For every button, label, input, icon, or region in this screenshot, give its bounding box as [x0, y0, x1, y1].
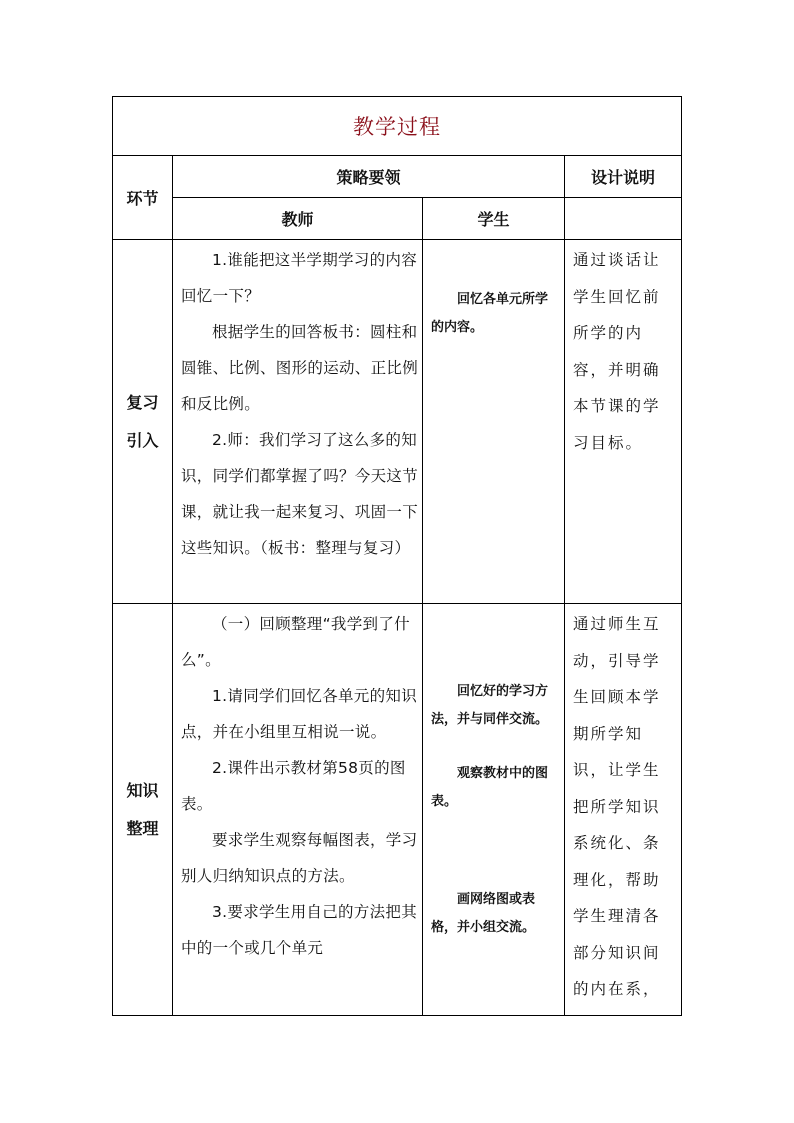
teacher-paragraph: （一）回顾整理“我学到了什么”。 [181, 615, 410, 669]
header-strategy: 策略要领 [173, 156, 565, 198]
title-cell [113, 97, 682, 156]
stage-label: 知识 [126, 780, 159, 800]
teaching-process-table [112, 96, 682, 1016]
teacher-paragraph: 2.师：我们学习了这么多的知识，同学们都掌握了吗？今天这节课，就让我一起来复习、巩固一下这些知识。（板书：整理与复习） [181, 431, 419, 557]
design-text: 把所学知识系统化、条理化，帮助学生理清各部分知识间的内在系， [573, 797, 661, 998]
design-cell [565, 604, 682, 1016]
header-stage: 环节 [113, 156, 173, 240]
teacher-paragraph: 3.要求学生用自己的方法把其中的一个或几个单元 [181, 903, 417, 957]
student-paragraph: 观察教材中的图表。 [431, 766, 549, 809]
design-cell [565, 240, 682, 604]
teacher-paragraph: 根据学生的回答板书：圆柱和圆锥、比例、图形的运动、正比例和反比例。 [181, 323, 419, 413]
teacher-paragraph: 要求学生观察每幅图表，学习别人归纳知识点的方法。 [181, 831, 418, 885]
design-text: 通过谈话让学生回忆前所学的内容，并明确本节课的学习目标。 [573, 251, 661, 452]
teacher-paragraph: 1.谁能把这半学期学习的内容回忆一下？ [181, 251, 417, 305]
header-teacher: 教师 [173, 198, 423, 240]
teacher-paragraph: 1.请同学们回忆各单元的知识点，并在小组里互相说一说。 [181, 687, 417, 741]
page-title: 教学过程 [353, 115, 441, 139]
teacher-paragraph: 2.课件出示教材第58页的图表。 [181, 759, 406, 813]
stage-cell [113, 604, 173, 1016]
teacher-cell [173, 604, 423, 1016]
table-row [113, 604, 682, 1016]
header-empty-cell [565, 198, 682, 240]
student-cell [423, 604, 565, 1016]
stage-label: 整理 [126, 818, 159, 838]
stage-label: 复习 [126, 392, 159, 412]
student-cell [423, 240, 565, 604]
student-paragraph: 回忆好的学习方法，并与同伴交流。 [431, 684, 549, 727]
student-paragraph: 画网络图或表格，并小组交流。 [431, 892, 536, 935]
teacher-cell [173, 240, 423, 604]
stage-cell [113, 240, 173, 604]
header-design-note: 设计说明 [565, 156, 682, 198]
student-paragraph: 回忆各单元所学的内容。 [431, 292, 549, 335]
header-student: 学生 [423, 198, 565, 240]
stage-label: 引入 [126, 430, 159, 450]
design-text: 通过师生互动，引导学生回顾本学期所学知识，让学生 [573, 615, 661, 779]
table-row [113, 240, 682, 604]
